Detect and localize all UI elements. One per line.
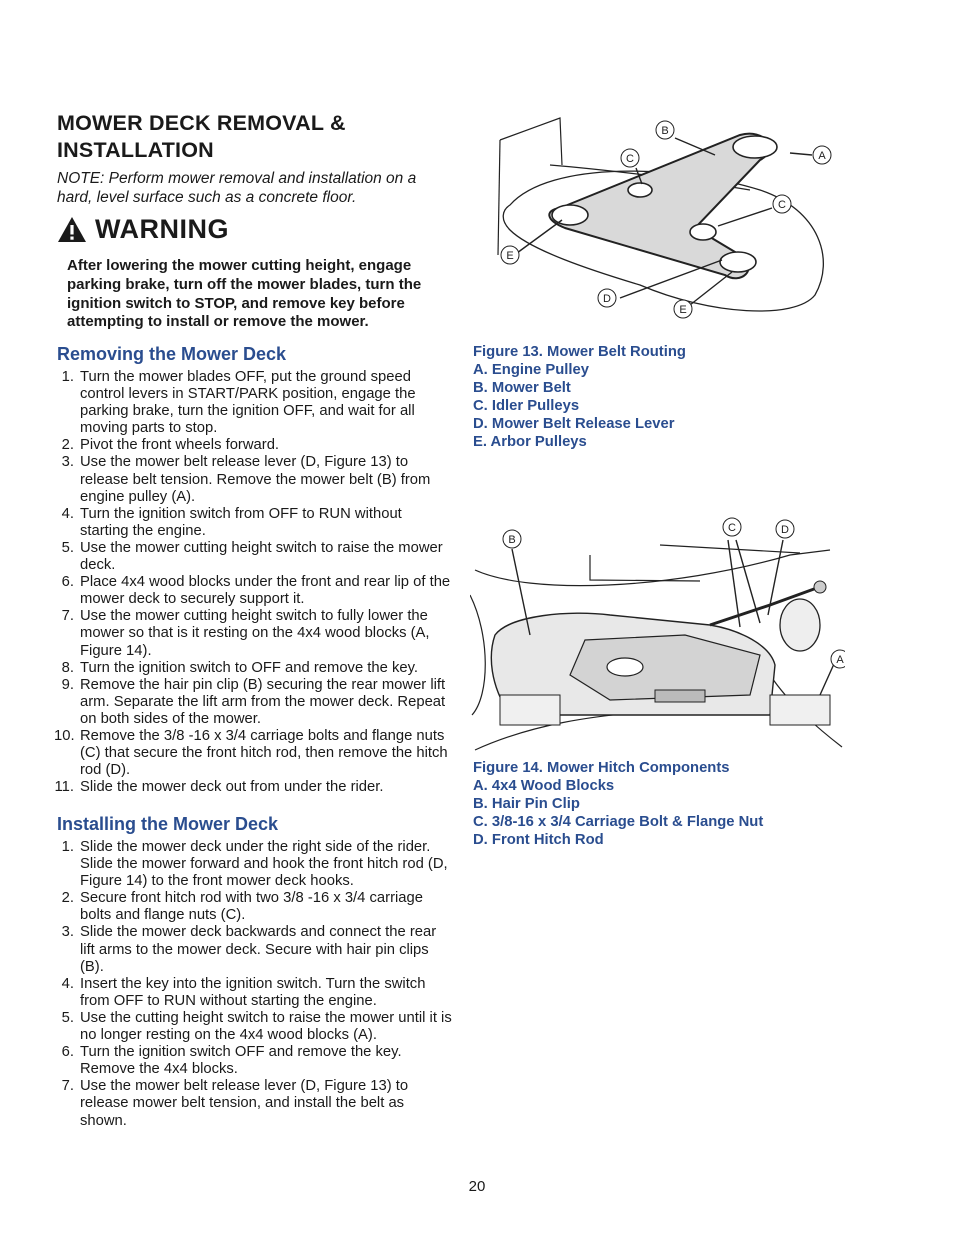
step-number: 6. <box>61 574 74 591</box>
fig13-callout-e-left: E <box>506 250 514 262</box>
step-number: 1. <box>61 839 74 855</box>
step-text: Slide the mower deck backwards and connect the rear lift arms to the mower deck. Secure with hair pin clips (B). <box>80 924 437 975</box>
step-item <box>57 1044 452 1078</box>
fig13-callout-d: D <box>603 293 611 305</box>
figure-13-caption: Figure 13. Mower Belt Routing <box>473 344 686 360</box>
fig13-callout-c-right: C <box>778 199 786 211</box>
step-item <box>57 574 452 608</box>
page-number: 20 <box>468 1178 486 1195</box>
step-number: 8. <box>61 659 74 676</box>
step-item <box>54 727 452 779</box>
fig13-callout-b: B <box>661 125 669 137</box>
removing-section <box>54 343 452 796</box>
figure-13-legend <box>473 361 686 451</box>
step-number: 2. <box>61 890 74 907</box>
step-item <box>57 1010 452 1044</box>
step-item <box>57 608 452 659</box>
step-number: 5. <box>61 1009 74 1026</box>
step-item <box>57 839 452 890</box>
step-item <box>57 437 452 454</box>
legend-item: A. Engine Pulley <box>473 362 589 378</box>
step-item <box>54 779 452 796</box>
section-title: MOWER DECK REMOVAL & INSTALLATION <box>57 111 346 162</box>
step-text: Place 4x4 wood blocks under the front and rear lip of the mower deck to securely support it. <box>80 574 451 608</box>
step-text: Pivot the front wheels forward. <box>80 437 280 454</box>
step-text: Turn the mower blades OFF, put the ground speed control levers in START/PARK position, engage the parking brake, turn the ignition OFF, and wait for all moving parts to stop. <box>80 369 416 437</box>
step-item <box>57 540 452 574</box>
step-text: Turn the ignition switch OFF and remove the key. Remove the 4x4 blocks. <box>80 1044 402 1078</box>
step-number: 5. <box>61 539 74 556</box>
step-number: 2. <box>61 437 74 454</box>
installing-section <box>57 813 452 1130</box>
fig13-callout-c-top: C <box>626 153 634 165</box>
step-number: 7. <box>61 608 74 625</box>
installing-title: Installing the Mower Deck <box>57 814 279 834</box>
removing-steps-list <box>54 369 452 796</box>
step-text: Slide the mower deck out from under the rider. <box>80 779 384 796</box>
step-number: 4. <box>61 505 74 522</box>
step-number: 10. <box>54 727 75 744</box>
step-text: Use the mower belt release lever (D, Figure 13) to release belt tension. Remove the mower belt (B) from engine pulley (A). <box>80 454 431 505</box>
step-text: Slide the mower deck under the right side of the rider. Slide the mower forward and hook the front hitch rod (D, Figure 14) to the front mower deck hooks. <box>80 839 448 890</box>
fig13-callout-e-bottom: E <box>679 304 687 316</box>
step-text: Insert the key into the ignition switch. Turn the switch from OFF to RUN without starting the engine. <box>80 975 426 1009</box>
step-text: Use the cutting height switch to raise the mower until it is no longer resting on the 4x4 wood blocks (A). <box>80 1009 452 1044</box>
figure-14-caption-block <box>473 759 763 849</box>
step-number: 1. <box>61 369 74 385</box>
step-item <box>57 1078 452 1129</box>
figure-13-belt-routing-illustration <box>490 110 840 330</box>
legend-item: B. Hair Pin Clip <box>473 796 580 812</box>
removing-title: Removing the Mower Deck <box>57 344 287 364</box>
step-text: Use the mower belt release lever (D, Figure 13) to release mower belt tension, and install the belt as shown. <box>80 1078 409 1129</box>
figure-13-caption-block <box>473 343 686 451</box>
step-item <box>57 677 452 728</box>
step-text: Turn the ignition switch from OFF to RUN without starting the engine. <box>80 505 402 539</box>
step-number: 11. <box>54 779 74 796</box>
step-number: 6. <box>61 1044 74 1061</box>
step-item <box>57 454 452 505</box>
fig14-callout-c: C <box>728 522 736 534</box>
warning-heading <box>57 212 229 246</box>
note-text: NOTE: Perform mower removal and installation on a hard, level surface such as a concrete floor. <box>57 170 417 206</box>
installing-steps-list <box>57 839 452 1130</box>
step-text: Turn the ignition switch to OFF and remove the key. <box>80 659 419 676</box>
figure-14-caption: Figure 14. Mower Hitch Components <box>473 760 730 776</box>
step-number: 4. <box>61 975 74 992</box>
fig14-callout-a: A <box>836 654 844 666</box>
warning-text: After lowering the mower cutting height, engage parking brake, turn off the mower blades, turn the ignition switch to STOP, and remove key before attempting to install or remove the mower. <box>67 257 422 331</box>
step-item <box>57 660 452 677</box>
legend-item: D. Mower Belt Release Lever <box>473 416 675 432</box>
step-item <box>57 506 452 540</box>
warning-label: WARNING <box>95 213 229 244</box>
step-text: Remove the 3/8 -16 x 3/4 carriage bolts and flange nuts (C) that secure the front hitch rod, then remove the hitch rod (D). <box>80 727 448 779</box>
step-number: 3. <box>61 454 74 471</box>
step-text: Use the mower cutting height switch to raise the mower deck. <box>80 539 443 574</box>
legend-item: B. Mower Belt <box>473 380 571 396</box>
figure-14-hitch-illustration <box>470 515 845 755</box>
step-number: 3. <box>61 924 74 941</box>
legend-item: A. 4x4 Wood Blocks <box>473 778 615 794</box>
fig13-callout-a: A <box>818 150 826 162</box>
step-number: 7. <box>61 1078 74 1095</box>
figure-14-legend <box>473 777 763 849</box>
step-item <box>57 890 452 924</box>
fig14-callout-b: B <box>508 534 516 546</box>
legend-item: C. Idler Pulleys <box>473 398 580 414</box>
step-item <box>57 924 452 975</box>
warning-triangle-icon <box>57 216 87 243</box>
legend-item: D. Front Hitch Rod <box>473 832 604 848</box>
fig14-callout-d: D <box>781 524 789 536</box>
step-text: Use the mower cutting height switch to fully lower the mower so that is it resting on the 4x4 wood blocks (A, Figure 14). <box>80 608 430 659</box>
legend-item: E. Arbor Pulleys <box>473 434 587 450</box>
step-number: 9. <box>61 676 74 693</box>
legend-item: C. 3/8-16 x 3/4 Carriage Bolt & Flange Nut <box>473 814 764 830</box>
step-text: Remove the hair pin clip (B) securing the rear mower lift arm. Separate the lift arm from the mower deck. Repeat on both sides of the mower. <box>80 676 446 727</box>
step-item <box>57 976 452 1010</box>
step-text: Secure front hitch rod with two 3/8 -16 x 3/4 carriage bolts and flange nuts (C). <box>80 890 423 924</box>
step-item <box>57 369 452 437</box>
